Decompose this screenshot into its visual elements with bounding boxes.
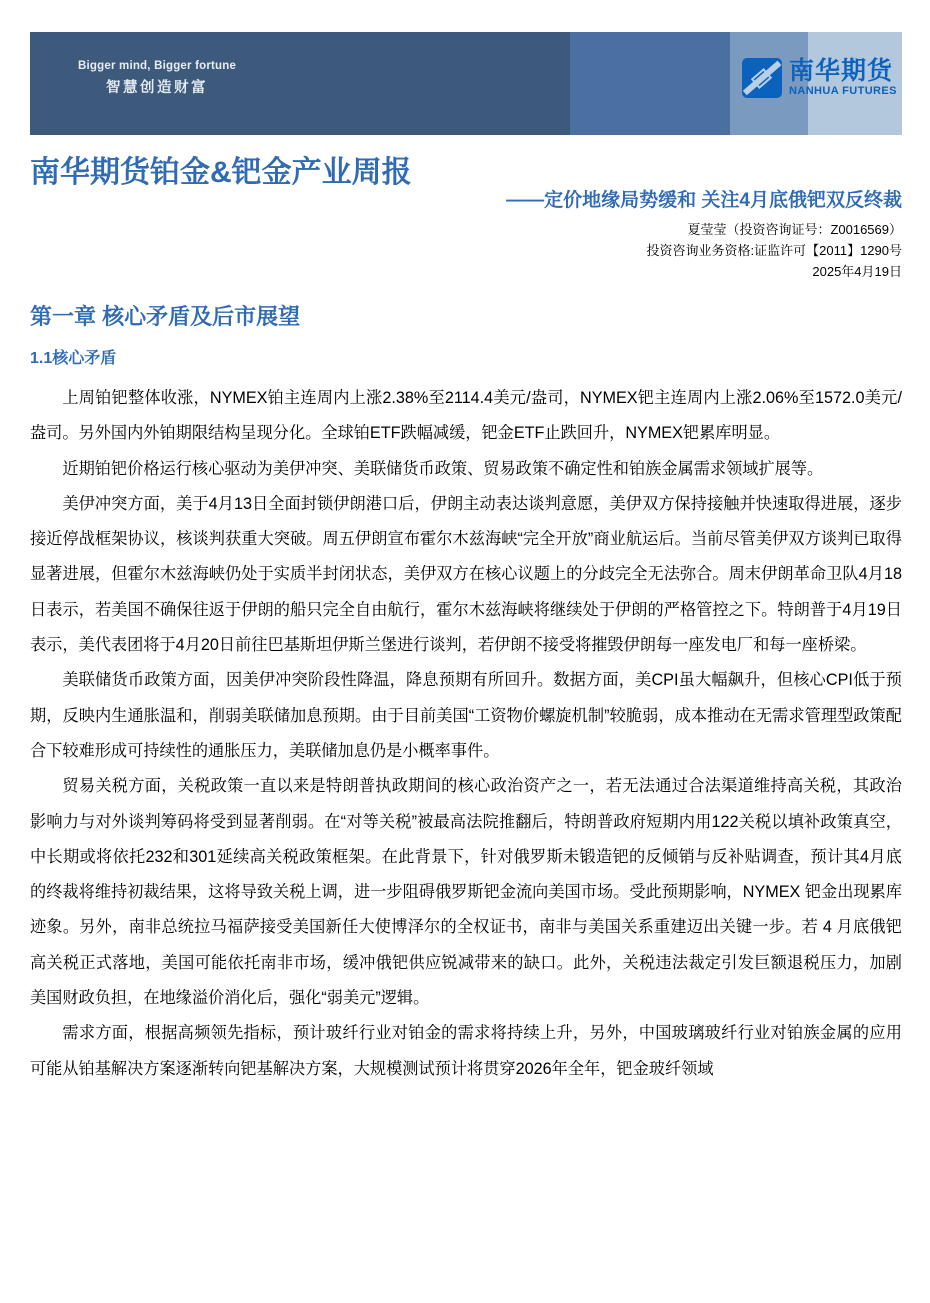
chapter-heading: 第一章 核心矛盾及后市展望 <box>30 304 301 329</box>
paragraph: 美伊冲突方面，美于4月13日全面封锁伊朗港口后，伊朗主动表达谈判意愿，美伊双方保持接触并快速取得进展，逐步接近停战框架协议，核谈判获重大突破。周五伊朗宣布霍尔木兹海峡“完全开放”商业航运后。当前尽管美伊双方谈判已取得显著进展，但霍尔木兹海峡仍处于实质半封闭状态，美伊双方在核心议题上的分歧完全无法弥合。周末伊朗革命卫队4月18日表示，若美国不确保往返于伊朗的船只完全自由航行，霍尔木兹海峡将继续处于伊朗的严格管控之下。特朗普于4月19日表示，美代表团将于4月20日前往巴基斯坦伊斯兰堡进行谈判，若伊朗不接受将摧毁伊朗每一座发电厂和每一座桥梁。 <box>30 494 902 655</box>
tagline-english: Bigger mind, Bigger fortune <box>78 60 237 72</box>
paragraph: 美联储货币政策方面，因美伊冲突阶段性降温，降息预期有所回升。数据方面，美CPI虽大幅飙升，但核心CPI低于预期，反映内生通胀温和，削弱美联储加息预期。由于目前美国“工资物价螺旋机制”较脆弱，成本推动在无需求管理型政策配合下较难形成可持续性的通胀压力，美联储加息仍是小概率事件。 <box>30 671 902 760</box>
nanhua-diamond-logo-icon <box>742 58 782 98</box>
byline-date: 2025年4月19日 <box>812 264 902 280</box>
logo-wordmark <box>789 59 897 97</box>
company-tagline <box>78 58 236 99</box>
section-heading: 1.1核心矛盾 <box>30 350 117 367</box>
paragraph: 近期铂钯价格运行核心驱动为美伊冲突、美联储货币政策、贸易政策不确定性和铂族金属需求领域扩展等。 <box>62 459 824 478</box>
logo-name-chinese: 南华期货 <box>789 57 894 85</box>
page-subtitle: ——定价地缘局势缓和 关注4月底俄钯双反终裁 <box>506 190 902 211</box>
byline <box>647 219 903 282</box>
company-logo <box>742 58 897 98</box>
paragraph: 需求方面，根据高频领先指标，预计玻纤行业对铂金的需求将持续上升，另外，中国玻璃玻纤行业对铂族金属的应用可能从铂基解决方案逐渐转向钯基解决方案，大规模测试预计将贯穿2026年全年，钯金玻纤领域 <box>30 1024 902 1078</box>
body-content <box>30 381 902 1087</box>
tagline-chinese: 智慧创造财富 <box>106 79 209 96</box>
logo-name-english: NANHUA FUTURES <box>789 85 897 97</box>
paragraph: 贸易关税方面，关税政策一直以来是特朗普执政期间的核心政治资产之一，若无法通过合法渠道维持高关税，其政治影响力与对外谈判筹码将受到显著削弱。在“对等关税”被最高法院推翻后，特朗普政府短期内用122关税以填补政策真空，中长期或将依托232和301延续高关税政策框架。在此背景下，针对俄罗斯未锻造钯的反倾销与反补贴调查，预计其4月底的终裁将维持初裁结果，这将导致关税上调，进一步阻碍俄罗斯钯金流向美国市场。受此预期影响，NYMEX 钯金出现累库迹象。另外，南非总统拉马福萨接受美国新任大使博泽尔的全权证书，南非与美国关系重建迈出关键一步。若 4 月底俄钯高关税正式落地，美国可能依托南非市场，缓冲俄钯供应锐减带来的缺口。此外，关税违法裁定引发巨额退税压力，加剧美国财政负担，在地缘溢价消化后，强化“弱美元”逻辑。 <box>30 777 902 1008</box>
byline-license: 投资咨询业务资格:证监许可【2011】1290号 <box>646 243 902 259</box>
page-title: 南华期货铂金&钯金产业周报 <box>30 156 412 189</box>
byline-author: 夏莹莹（投资咨询证号：Z0016569） <box>687 222 902 237</box>
banner-band-mid <box>570 32 730 135</box>
paragraph: 上周铂钯整体收涨，NYMEX铂主连周内上涨2.38%至2114.4美元/盎司，NYMEX钯主连周内上涨2.06%至1572.0美元/盎司。另外国内外铂期限结构呈现分化。全球铂ETF跌幅减缓，钯金ETF止跌回升，NYMEX钯累库明显。 <box>30 389 902 443</box>
